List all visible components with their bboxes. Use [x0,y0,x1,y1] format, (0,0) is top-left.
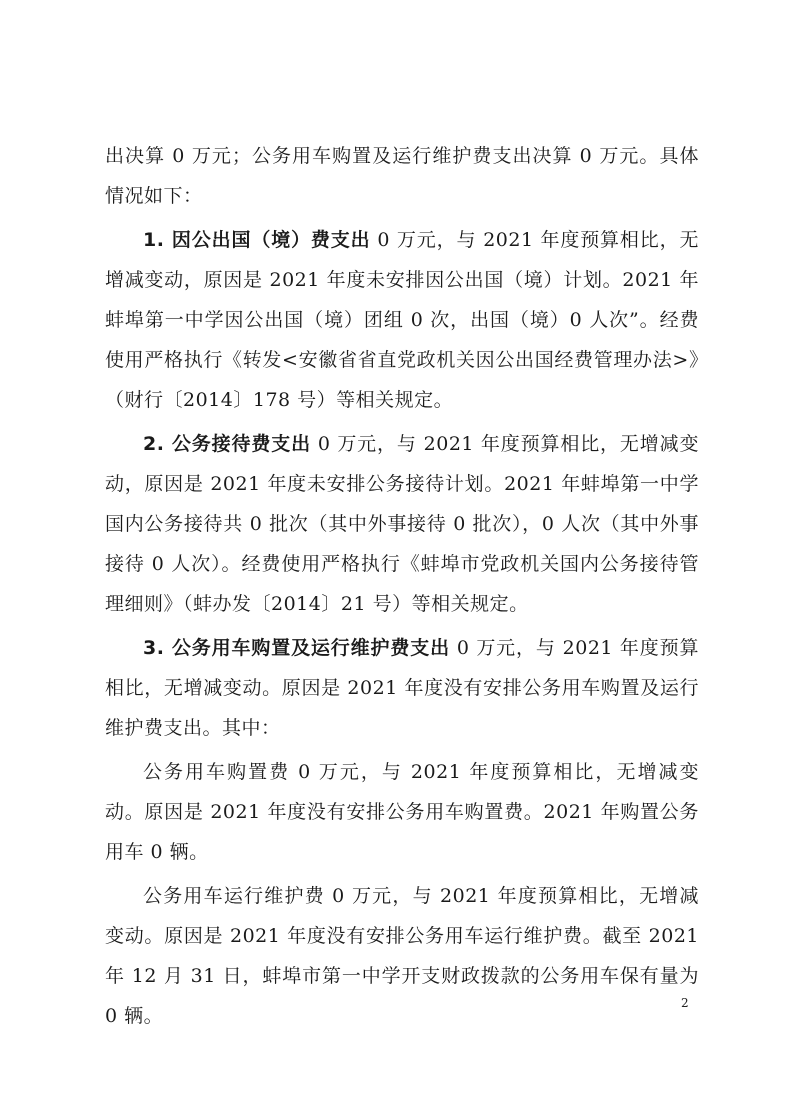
paragraph-text: 公务用车运行维护费 0 万元，与 2021 年度预算相比，无增减变动。原因是 2021 年度没有安排公务用车运行维护费。截至 2021 年 12 月 31 日，蚌埠市第一中学开支财政拨款的公务用车保有量为 0 辆。 [105,885,699,1027]
section-heading-overseas: 1. 因公出国（境）费支出 [143,229,371,251]
section-heading-vehicles: 3. 公务用车购置及运行维护费支出 [143,637,450,659]
paragraph-vehicle-purchase [105,752,699,872]
paragraph-vehicles [105,628,699,748]
paragraph-intro [105,136,699,216]
page-number: 2 [681,996,689,1010]
paragraph-text: 0 万元，与 2021 年度预算相比，无增减变动，原因是 2021 年度未安排因公出国（境）计划。2021 年蚌埠第一中学因公出国（境）团组 0 次，出国（境）0 人次”。经费使用严格执行《转发<安徽省省直党政机关因公出国经费管理办法>》（财行〔2014〕178 号）等相关规定。 [105,229,699,411]
paragraph-vehicle-maintenance [105,876,699,1036]
paragraph-text: 出决算 0 万元；公务用车购置及运行维护费支出决算 0 万元。具体情况如下： [105,145,699,207]
section-heading-reception: 2. 公务接待费支出 [143,433,311,455]
paragraph-text: 0 万元，与 2021 年度预算相比，无增减变动。原因是 2021 年度没有安排公务用车购置及运行维护费支出。其中： [105,637,699,739]
paragraph-overseas-travel [105,220,699,420]
document-body [105,136,699,1036]
paragraph-text: 0 万元，与 2021 年度预算相比，无增减变动，原因是 2021 年度未安排公务接待计划。2021 年蚌埠第一中学国内公务接待共 0 批次（其中外事接待 0 批次），0 人次（其中外事接待 0 人次）。经费使用严格执行《蚌埠市党政机关国内公务接待管理细则》（蚌办发〔2014〕21 号）等相关规定。 [105,433,699,615]
paragraph-reception [105,424,699,624]
paragraph-text: 公务用车购置费 0 万元，与 2021 年度预算相比，无增减变动。原因是 2021 年度没有安排公务用车购置费。2021 年购置公务用车 0 辆。 [105,761,699,863]
